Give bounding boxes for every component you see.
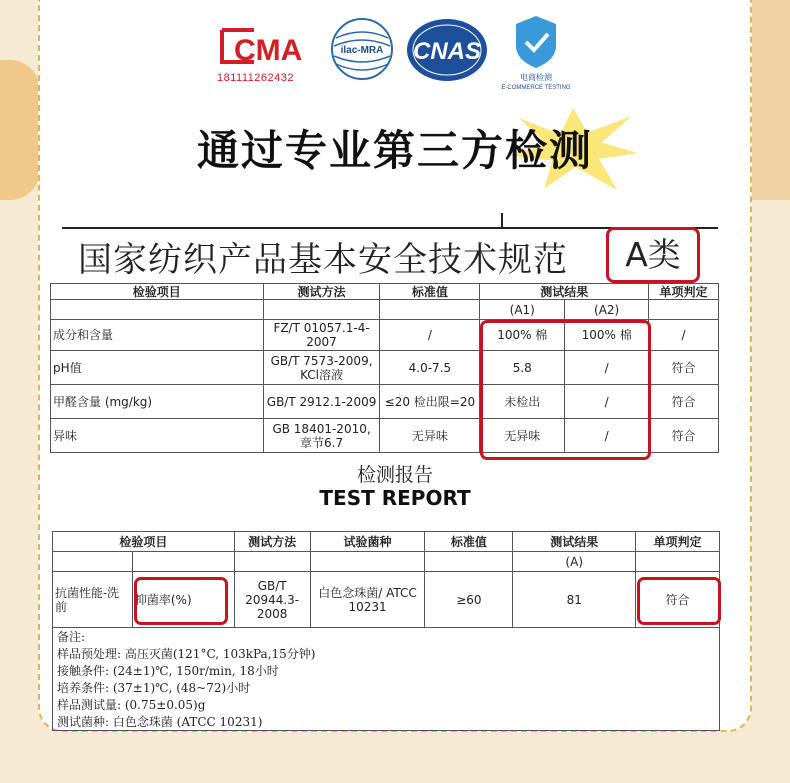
table-subheader-row xyxy=(51,300,719,320)
row-item: 抗菌性能-洗前 xyxy=(53,572,133,628)
row-item: 异味 xyxy=(51,419,264,453)
subheader-a1: (A1) xyxy=(480,300,565,320)
cnas-text: CNAS xyxy=(412,38,482,65)
row-item: pH值 xyxy=(51,351,264,385)
header-method: 测试方法 xyxy=(234,532,310,552)
table-header-row xyxy=(51,284,719,300)
row-strain: 白色念珠菌/ ATCC 10231 xyxy=(310,572,425,628)
row-method: GB 18401-2010, 章节6.7 xyxy=(263,419,380,453)
header-method: 测试方法 xyxy=(263,284,380,300)
header-result: 测试结果 xyxy=(513,532,636,552)
row-a2: / xyxy=(565,419,649,453)
divider-tick xyxy=(501,213,503,228)
ilac-mra-logo xyxy=(330,16,394,82)
notes-line: 测试菌种: 白色念珠菌 (ATCC 10231) xyxy=(57,715,263,729)
row-a1: 无异味 xyxy=(480,419,565,453)
report-title-en: TEST REPORT xyxy=(319,486,471,510)
notes-line: 接触条件: (24±1)℃, 150r/min, 18小时 xyxy=(57,664,279,678)
cnas-logo xyxy=(404,16,490,84)
ecommerce-testing-logo xyxy=(494,12,578,92)
header-item: 检验项目 xyxy=(53,532,235,552)
row-standard: ≥60 xyxy=(425,572,513,628)
class-a-badge: A类 xyxy=(606,227,700,283)
notes-line: 备注: xyxy=(57,630,86,644)
row-a2: / xyxy=(565,351,649,385)
row-method: GB/T 2912.1-2009 xyxy=(263,385,380,419)
row-method: FZ/T 01057.1-4-2007 xyxy=(263,320,380,351)
ecommerce-en-text: E-COMMERCE TESTING xyxy=(501,85,571,91)
header-verdict: 单项判定 xyxy=(649,284,719,300)
row-a2: 100% 棉 xyxy=(565,320,649,351)
row-a1: 5.8 xyxy=(480,351,565,385)
row-a1: 100% 棉 xyxy=(480,320,565,351)
notes-line: 样品预处理: 高压灭菌(121°C, 103kPa,15分钟) xyxy=(57,647,316,661)
ilac-mra-text: ilac-MRA xyxy=(340,45,384,56)
cma-logo xyxy=(214,18,320,86)
row-verdict: / xyxy=(649,320,719,351)
sub-item-highlight-box xyxy=(134,577,228,625)
table-subheader-row xyxy=(53,552,720,572)
header-strain: 试验菌种 xyxy=(310,532,425,552)
row-a1: 未检出 xyxy=(480,385,565,419)
row-standard: / xyxy=(380,320,480,351)
subheader-a2: (A2) xyxy=(565,300,649,320)
row-method: GB/T 20944.3-2008 xyxy=(234,572,310,628)
cma-logo-text: CMA xyxy=(234,34,303,67)
row-item: 成分和含量 xyxy=(51,320,264,351)
header-standard: 标准值 xyxy=(425,532,513,552)
report-title-cn: 检测报告 xyxy=(356,464,433,486)
row-standard: ≤20 检出限=20 xyxy=(380,385,480,419)
header-verdict: 单项判定 xyxy=(636,532,720,552)
subheader-a: (A) xyxy=(513,552,636,572)
row-verdict: 符合 xyxy=(636,572,720,628)
row-result: 81 xyxy=(513,572,636,628)
row-item: 甲醛含量 (mg/kg) xyxy=(51,385,264,419)
notes-line: 培养条件: (37±1)℃, (48~72)小时 xyxy=(57,681,251,695)
results-highlight-box xyxy=(480,320,651,460)
page-title: 通过专业第三方检测 xyxy=(196,126,593,175)
row-verdict: 符合 xyxy=(649,385,719,419)
row-standard: 4.0-7.5 xyxy=(380,351,480,385)
notes-line: 样品测试量: (0.75±0.05)g xyxy=(57,698,206,712)
row-sub-item: 抑菌率(%) xyxy=(132,572,234,628)
header-standard: 标准值 xyxy=(380,284,480,300)
standard-name: 国家纺织产品基本安全技术规范 xyxy=(78,240,568,280)
verdict-highlight-box xyxy=(637,577,721,625)
row-method: GB/T 7573-2009, KCl溶液 xyxy=(263,351,380,385)
row-a2: / xyxy=(565,385,649,419)
cma-number: 181111262432 xyxy=(217,72,294,84)
table-header-row xyxy=(53,532,720,552)
header-item: 检验项目 xyxy=(51,284,264,300)
row-verdict: 符合 xyxy=(649,351,719,385)
row-verdict: 符合 xyxy=(649,419,719,453)
notes-section xyxy=(52,627,720,731)
header-result: 测试结果 xyxy=(480,284,649,300)
certification-logos xyxy=(0,12,790,97)
row-standard: 无异味 xyxy=(380,419,480,453)
ecommerce-cn-text: 电商检测 xyxy=(520,73,552,82)
